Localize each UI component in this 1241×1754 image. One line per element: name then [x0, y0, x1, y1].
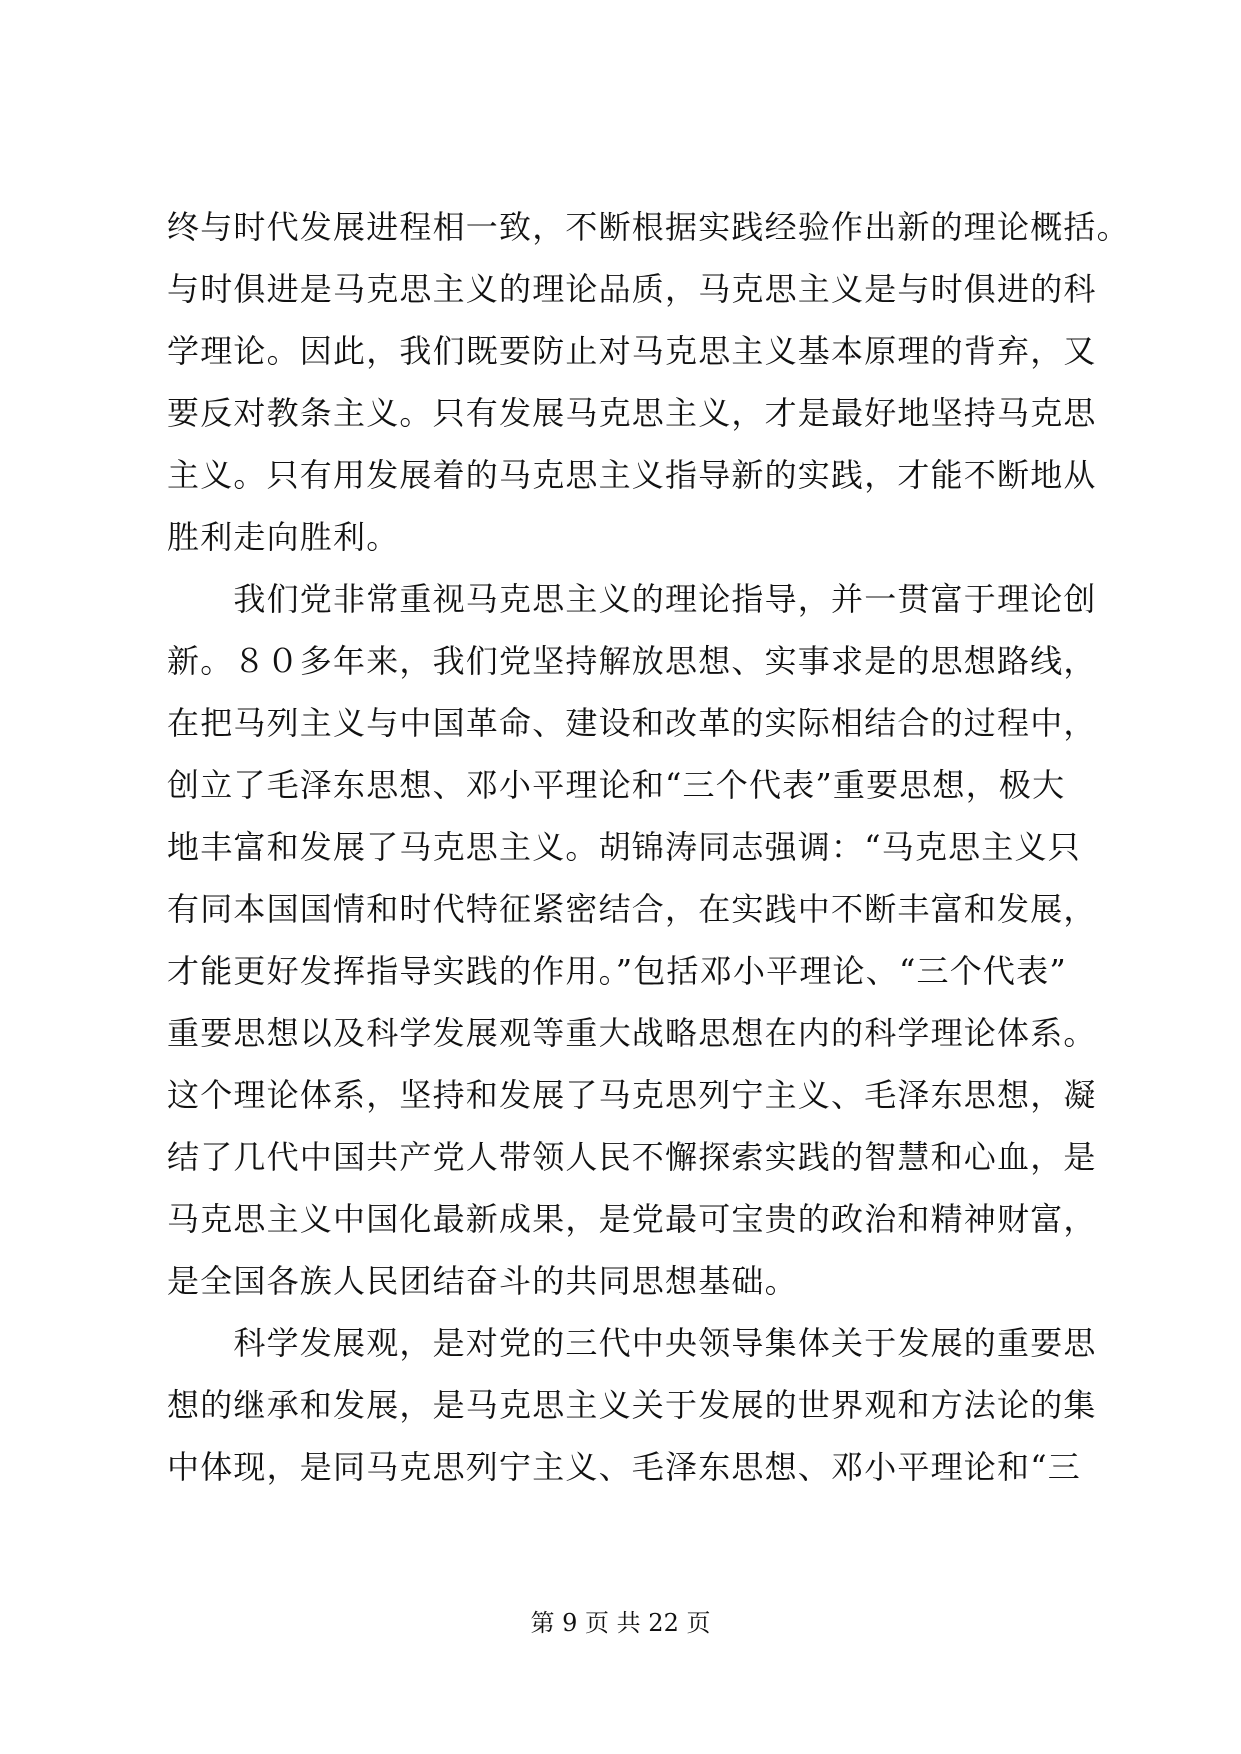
text-line: 创立了毛泽东思想、邓小平理论和“三个代表”重要思想，极大	[167, 766, 1066, 804]
text-line: 是全国各族人民团结奋斗的共同思想基础。	[167, 1262, 798, 1300]
page-number-footer: 第 9 页 共 22 页	[530, 1609, 711, 1637]
text-line: 马克思主义中国化最新成果，是党最可宝贵的政治和精神财富，	[167, 1200, 1097, 1238]
text-line: 要反对教条主义。只有发展马克思主义，才是最好地坚持马克思	[167, 394, 1097, 432]
text-line: 科学发展观，是对党的三代中央领导集体关于发展的重要思	[167, 1324, 1097, 1362]
text-line: 地丰富和发展了马克思主义。胡锦涛同志强调：“马克思主义只	[167, 828, 1081, 866]
text-line: 这个理论体系，坚持和发展了马克思列宁主义、毛泽东思想，凝	[167, 1076, 1097, 1114]
text-line: 主义。只有用发展着的马克思主义指导新的实践，才能不断地从	[167, 456, 1097, 494]
text-line: 才能更好发挥指导实践的作用。”包括邓小平理论、“三个代表”	[167, 952, 1067, 990]
text-line: 在把马列主义与中国革命、建设和改革的实际相结合的过程中，	[167, 704, 1097, 742]
text-line: 有同本国国情和时代特征紧密结合，在实践中不断丰富和发展，	[167, 890, 1097, 928]
text-line: 重要思想以及科学发展观等重大战略思想在内的科学理论体系。	[167, 1014, 1097, 1052]
text-line: 胜利走向胜利。	[167, 518, 400, 556]
text-line: 学理论。因此，我们既要防止对马克思主义基本原理的背弃，又	[167, 332, 1097, 370]
text-line: 中体现，是同马克思列宁主义、毛泽东思想、邓小平理论和“三	[167, 1448, 1081, 1486]
text-line: 结了几代中国共产党人带领人民不懈探索实践的智慧和心血，是	[167, 1138, 1097, 1176]
text-line: 想的继承和发展，是马克思主义关于发展的世界观和方法论的集	[167, 1386, 1097, 1424]
text-line: 我们党非常重视马克思主义的理论指导，并一贯富于理论创	[167, 580, 1097, 618]
text-line: 新。８０多年来，我们党坚持解放思想、实事求是的思想路线，	[167, 642, 1097, 680]
text-line: 与时俱进是马克思主义的理论品质，马克思主义是与时俱进的科	[167, 270, 1097, 308]
body-text	[167, 196, 1130, 1498]
text-line: 终与时代发展进程相一致，不断根据实践经验作出新的理论概括。	[167, 208, 1130, 246]
